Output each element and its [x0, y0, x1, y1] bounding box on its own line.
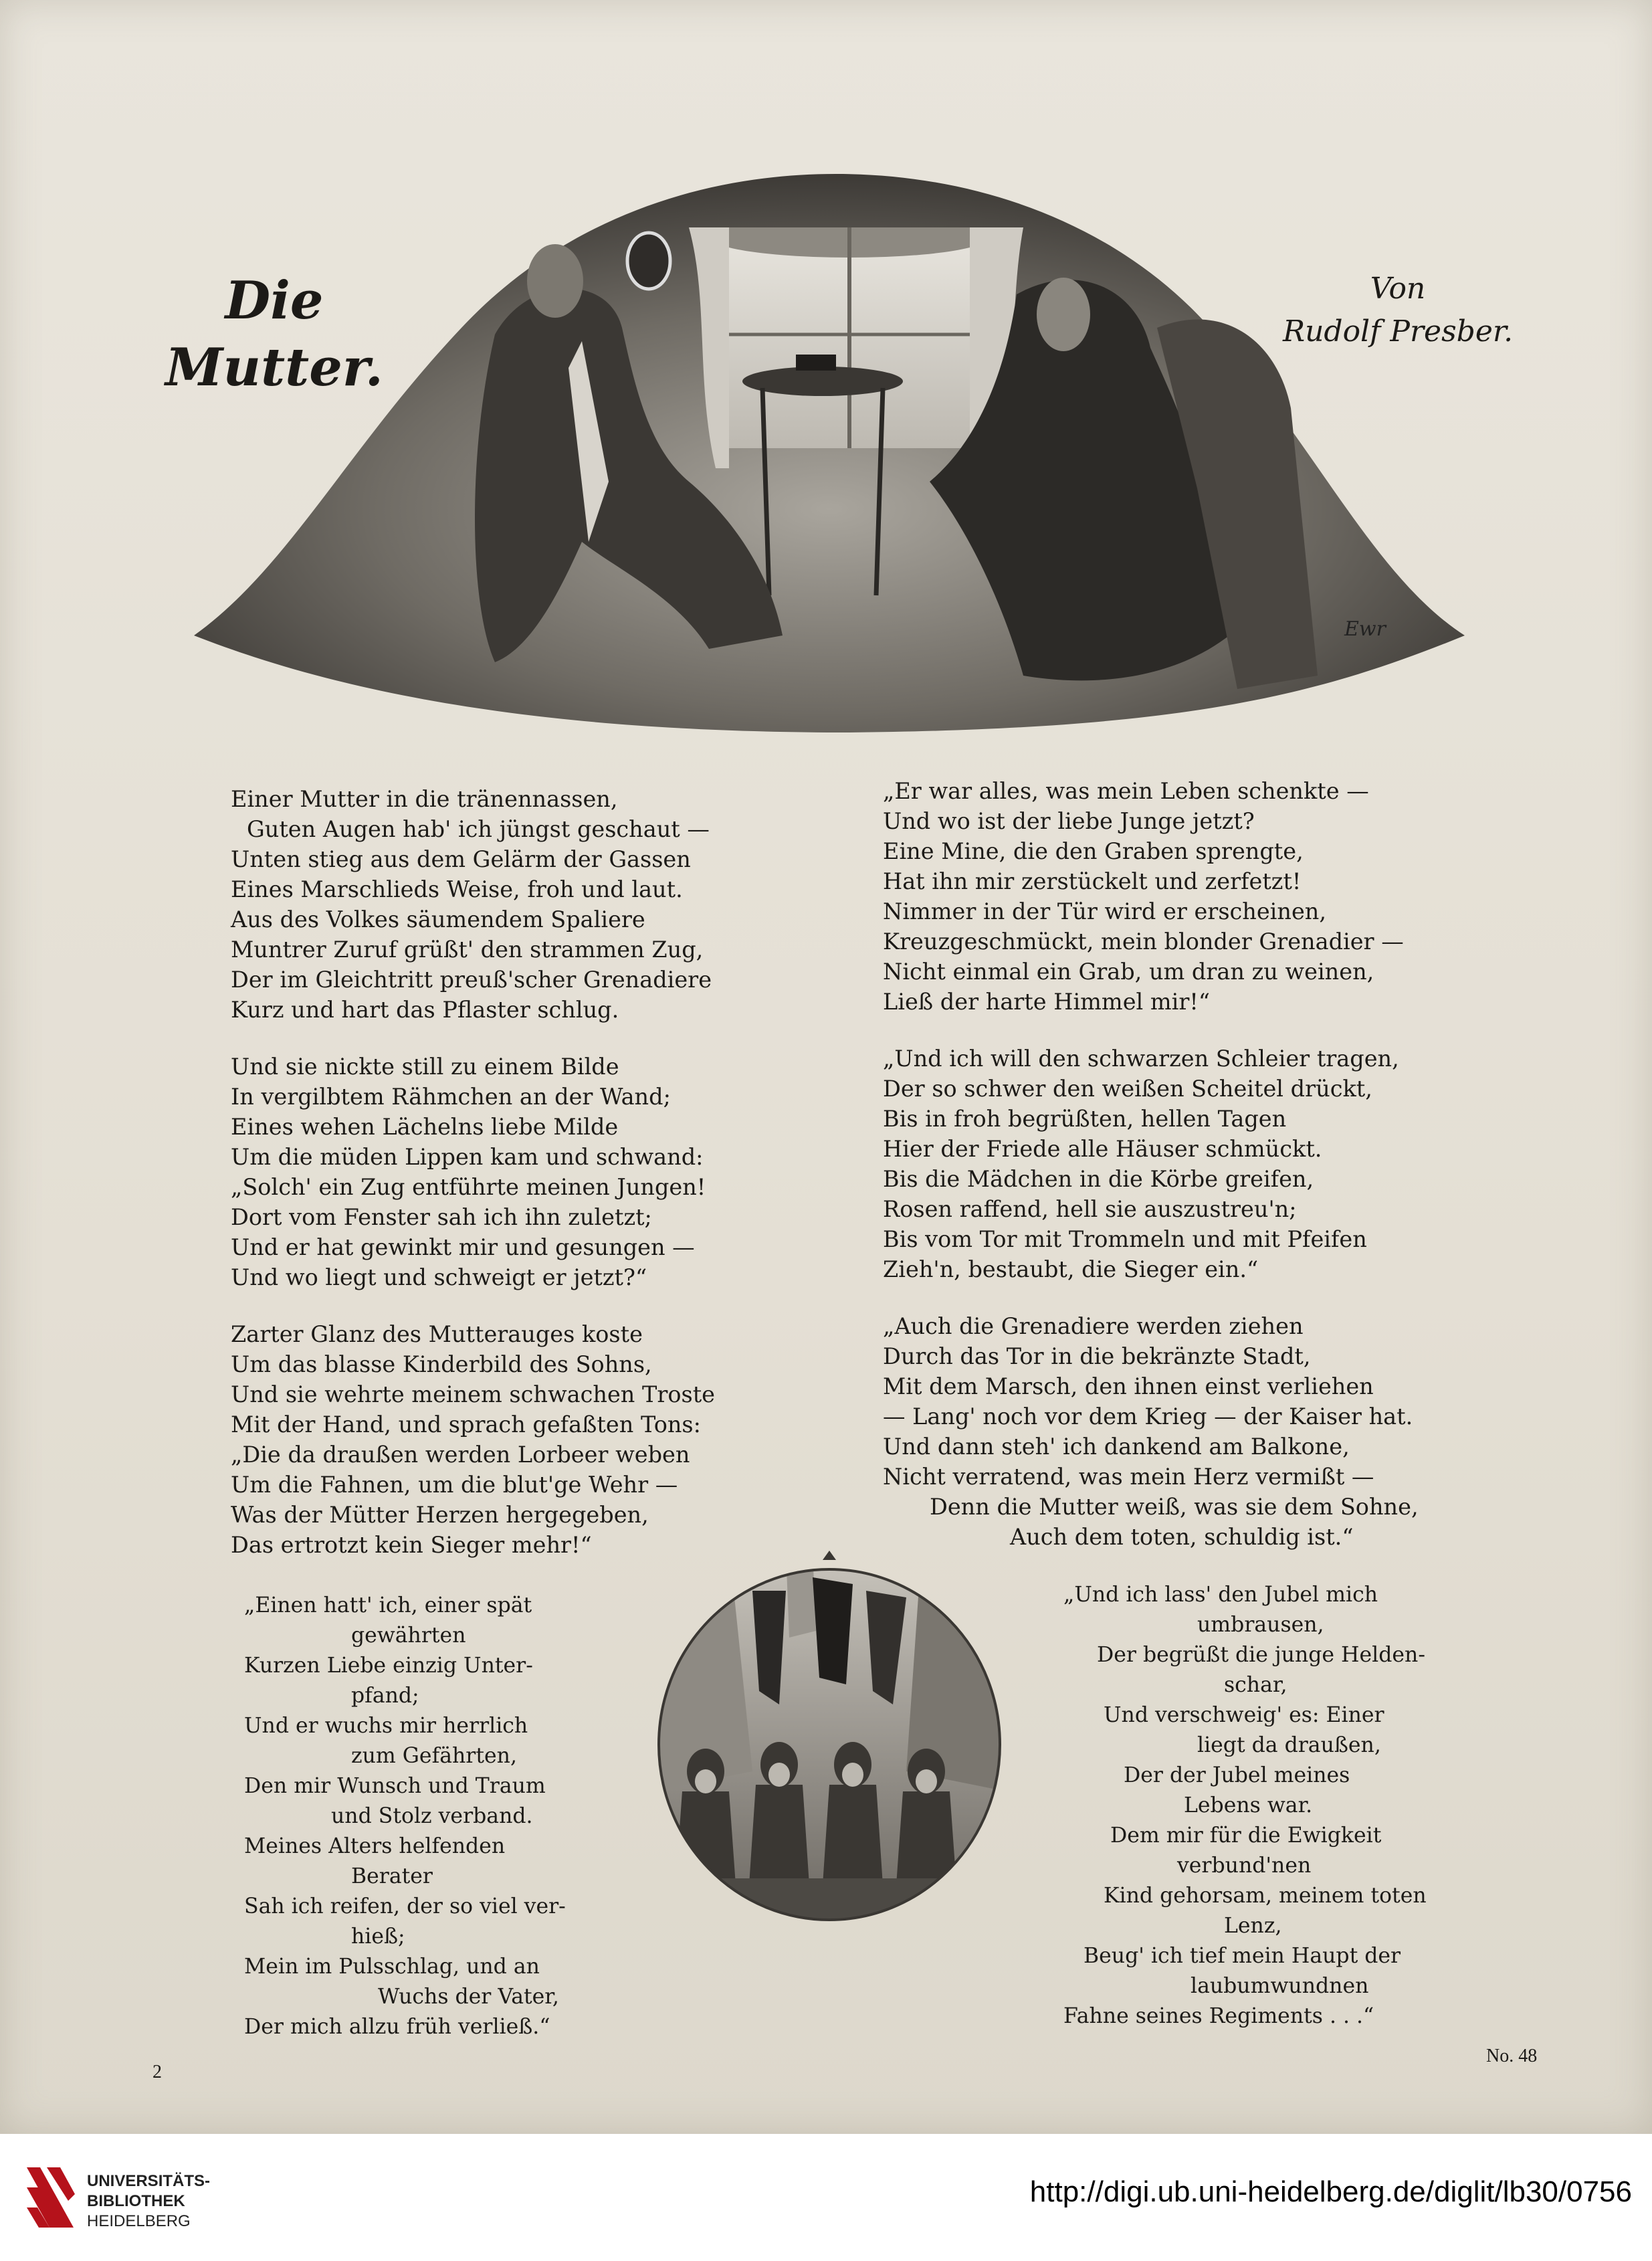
verse-line: Dort vom Fenster sah ich ihn zuletzt;: [231, 1204, 652, 1230]
wall-portrait: [627, 233, 670, 289]
verse-line: Auch dem toten, schuldig ist.“: [1010, 1524, 1354, 1550]
library-name: [87, 2171, 210, 2232]
verse-line: Um das blasse Kinderbild des Sohns,: [231, 1351, 652, 1377]
verse-line: Nicht verratend, was mein Herz vermißt —: [883, 1464, 1374, 1490]
verse-line: Um die müden Lippen kam und schwand:: [231, 1144, 704, 1170]
verse-line: Und wo liegt und schweigt er jetzt?“: [231, 1264, 647, 1290]
verse-line: Meines Alters helfenden: [244, 1834, 506, 1858]
verse-line: Unten stieg aus dem Gelärm der Gassen: [231, 846, 691, 872]
title-line-1: Die: [225, 270, 324, 331]
verse-line: Sah ich reifen, der so viel ver-: [244, 1894, 566, 1919]
verse-line: Bis in froh begrüßten, hellen Tagen: [883, 1106, 1287, 1132]
verse-line: Berater: [351, 1864, 433, 1888]
verse-line: Und wo ist der liebe Junge jetzt?: [883, 808, 1255, 834]
poem-bottom-left: [244, 1591, 566, 2042]
verse-line: Mein im Pulsschlag, und an: [244, 1955, 540, 1979]
verse-line: „Auch die Grenadiere werden ziehen: [883, 1313, 1304, 1339]
verse-line: „Und ich lass' den Jubel mich: [1063, 1583, 1378, 1607]
marching-soldiers-illustration: [652, 1551, 1007, 1925]
verse-line: Lenz,: [1224, 1914, 1282, 1938]
verse-line: Fahne seines Regiments . . .“: [1063, 2004, 1374, 2028]
verse-line: Das ertrotzt kein Sieger mehr!“: [231, 1532, 592, 1558]
source-url-link[interactable]: http://digi.ub.uni-heidelberg.de/diglit/lb30/0756: [1029, 2175, 1632, 2208]
verse-line: Kurzen Liebe einzig Unter-: [244, 1654, 533, 1678]
verse-line: Kind gehorsam, meinem toten: [1104, 1884, 1427, 1908]
verse-line: Denn die Mutter weiß, was sie dem Sohne,: [930, 1494, 1419, 1520]
verse-line: „Solch' ein Zug entführte meinen Jungen!: [231, 1174, 706, 1200]
poem-left-column: [231, 784, 715, 1560]
verse-line: „Die da draußen werden Lorbeer weben: [231, 1442, 690, 1468]
verse-line: Und sie wehrte meinem schwachen Troste: [231, 1381, 715, 1407]
verse-line: Nimmer in der Tür wird er erscheinen,: [883, 898, 1327, 924]
verse-line: Und dann steh' ich dankend am Balkone,: [883, 1434, 1350, 1460]
verse-line: schar,: [1224, 1673, 1287, 1697]
verse-line: Der im Gleichtritt preuß'scher Grenadiere: [231, 967, 712, 993]
verse-line: Mit der Hand, und sprach gefaßten Tons:: [231, 1411, 701, 1438]
verse-line: Nicht einmal ein Grab, um dran zu weinen,: [883, 959, 1374, 985]
poem-right-column: [883, 776, 1419, 1552]
verse-line: Eines Marschlieds Weise, froh und laut.: [231, 876, 683, 902]
verse-line: liegt da draußen,: [1197, 1733, 1381, 1757]
digitization-footer: [0, 2134, 1652, 2261]
verse-line: Kreuzgeschmückt, mein blonder Grenadier —: [883, 928, 1404, 955]
verse-line: Guten Augen hab' ich jüngst geschaut —: [247, 816, 710, 842]
verse-line: Kurz und hart das Pflaster schlug.: [231, 997, 619, 1023]
verse-line: Hier der Friede alle Häuser schmückt.: [883, 1136, 1322, 1162]
verse-line: Zieh'n, bestaubt, die Sieger ein.“: [883, 1256, 1259, 1282]
verse-line: Beug' ich tief mein Haupt der: [1083, 1944, 1401, 1968]
verse-line: Bis die Mädchen in die Körbe greifen,: [883, 1166, 1314, 1192]
library-logo-icon: [20, 2161, 80, 2234]
magazine-page: Die Mutter. Von Rudolf Presber. Ewr Einer Mutter in die tränennassen, Guten Augen hab' ich jüngst geschaut — Unten stieg aus dem Gelärm der Gassen Eines Marschlieds Weise, froh und laut. Aus des Volkes säumendem Spaliere Muntrer Zuruf grüßt' den strammen Zug, Der im Gleichtritt preuß'scher Grenadiere Kurz und hart das Pflaster schlug. Und sie nickte still zu einem Bilde In vergilbtem Rähmchen an der Wand; Eines wehen Lächelns liebe Milde Um die müden Lippen kam und schwand: „Solch' ein Zug entführte meinen Jungen! Dort vom Fenster sah ich ihn zuletzt; Und er hat gewinkt mir und gesungen — Und wo liegt und schweigt er jetzt?“ Zarter Glanz des Mutterauges koste Um das blasse Kinderbild des Sohns, Und sie wehrte meinem schwachen Troste Mit der Hand, und sprach gefaßten Tons: „Die da draußen werden Lorbeer weben Um die Fahnen, um die blut'ge Wehr — Was der Mütter Herzen hergegeben, Das ertrotzt kein Sieger mehr!“ „Er war alles, was mein Leben schenkte — Und wo ist der liebe Junge jetzt? Eine Mine, die den Graben sprengte, Hat ihn mir zerstückelt und zerfetzt! Nimmer in der Tür wird er erscheinen, Kreuzgeschmückt, mein blonder Grenadier — Nicht einmal ein Grab, um dran zu weinen, Ließ der harte Himmel mir!“ „Und ich will den schwarzen Schleier tragen, Der so schwer den weißen Scheitel drückt, Bis in froh begrüßten, hellen Tagen Hier der Friede alle Häuser schmückt. Bis die Mädchen in die Körbe greifen, Rosen raffend, hell sie auszustreu'n; Bis vom Tor mit Trommeln und mit Pfeifen Zieh'n, bestaubt, die Sieger ein.“ „Auch die Grenadiere werden ziehen Durch das Tor in die bekränzte Stadt, Mit dem Marsch, den ihnen einst verliehen — Lang' noch vor dem Krieg — der Kaiser hat. Und dann steh' ich dankend am Balkone, Nicht verratend, was mein Herz vermißt — Denn die Mutter weiß, was sie dem Sohne, Auch dem toten, schuldig ist.“ „Einen hatt' ich, einer spät gewährten Kurzen Liebe einzig Unter- pfand; Und er wuchs mir herrlich zum Gefährten, Den mir Wunsch und Traum und Stolz verband. Meines Alters helfenden Berater Sah ich reifen, der so viel ver- hieß; Mein im Pulsschlag, und an Wuchs der Vater, Der mich allzu früh verließ.“ „Und ich lass' den Jubel mich umbrausen, Der begrüßt die junge Helden- schar, Und verschweig' es: Einer liegt da draußen, Der der Jubel meines Lebens war. Dem mir für die Ewigkeit verbund'nen Kind gehorsam, meinem toten Lenz, Beug' ich tief mein Haupt der laubumwundnen Fahne seines Regiments . . .“ 2 No. 48: [0, 0, 1652, 2134]
verse-line: Aus des Volkes säumendem Spaliere: [231, 906, 645, 932]
verse-line: Muntrer Zuruf grüßt' den strammen Zug,: [231, 937, 704, 963]
byline-von: Von: [1370, 272, 1426, 306]
verse-line: Durch das Tor in die bekränzte Stadt,: [883, 1343, 1311, 1369]
verse-line: Ließ der harte Himmel mir!“: [883, 989, 1210, 1015]
verse-line: gewährten: [351, 1624, 466, 1648]
verse-line: verbund'nen: [1177, 1854, 1312, 1878]
verse-line: pfand;: [351, 1684, 419, 1708]
verse-line: laubumwundnen: [1191, 1974, 1369, 1998]
verse-line: In vergilbtem Rähmchen an der Wand;: [231, 1084, 671, 1110]
verse-line: „Er war alles, was mein Leben schenkte —: [883, 778, 1369, 804]
verse-line: Der mich allzu früh verließ.“: [244, 2015, 550, 2039]
verse-line: Lebens war.: [1184, 1793, 1313, 1817]
library-line-2: BIBLIOTHEK: [87, 2192, 185, 2210]
verse-line: und Stolz verband.: [331, 1804, 533, 1828]
verse-line: Der der Jubel meines: [1124, 1763, 1350, 1787]
verse-line: Einer Mutter in die tränennassen,: [231, 786, 618, 812]
verse-line: Zarter Glanz des Mutterauges koste: [231, 1321, 643, 1347]
verse-line: Und er wuchs mir herrlich: [244, 1714, 528, 1738]
verse-line: Wuchs der Vater,: [378, 1985, 559, 2009]
library-line-1: UNIVERSITÄTS-: [87, 2172, 211, 2190]
verse-line: „Und ich will den schwarzen Schleier tragen,: [883, 1046, 1399, 1072]
verse-line: zum Gefährten,: [351, 1744, 517, 1768]
verse-line: Dem mir für die Ewigkeit: [1110, 1824, 1382, 1848]
verse-line: Und verschweig' es: Einer: [1104, 1703, 1384, 1727]
verse-line: Den mir Wunsch und Traum: [244, 1774, 546, 1798]
top-illustration: [181, 167, 1478, 743]
verse-line: Rosen raffend, hell sie auszustreu'n;: [883, 1196, 1297, 1222]
side-table: [742, 367, 903, 396]
verse-line: Bis vom Tor mit Trommeln und mit Pfeifen: [883, 1226, 1367, 1252]
verse-line: Hat ihn mir zerstückelt und zerfetzt!: [883, 868, 1302, 894]
title-line-2: Mutter.: [165, 337, 383, 398]
library-line-3: HEIDELBERG: [87, 2212, 191, 2230]
verse-line: Um die Fahnen, um die blut'ge Wehr —: [231, 1472, 678, 1498]
verse-line: Und er hat gewinkt mir und gesungen —: [231, 1234, 695, 1260]
verse-line: „Einen hatt' ich, einer spät: [244, 1593, 532, 1617]
artist-signature: Ewr: [1344, 617, 1386, 641]
verse-line: hieß;: [351, 1925, 405, 1949]
verse-line: umbrausen,: [1197, 1613, 1324, 1637]
verse-line: Und sie nickte still zu einem Bilde: [231, 1054, 619, 1080]
verse-line: — Lang' noch vor dem Krieg — der Kaiser hat.: [883, 1403, 1413, 1430]
verse-line: Der begrüßt die junge Helden-: [1097, 1643, 1425, 1667]
verse-line: Der so schwer den weißen Scheitel drückt,: [883, 1076, 1372, 1102]
verse-line: Mit dem Marsch, den ihnen einst verliehen: [883, 1373, 1374, 1399]
verse-line: Eine Mine, die den Graben sprengte,: [883, 838, 1304, 864]
verse-line: Was der Mütter Herzen hergegeben,: [231, 1502, 649, 1528]
byline-author: Rudolf Presber.: [1282, 314, 1514, 349]
poem-bottom-right: [1063, 1580, 1427, 2032]
verse-line: Eines wehen Lächelns liebe Milde: [231, 1114, 619, 1140]
